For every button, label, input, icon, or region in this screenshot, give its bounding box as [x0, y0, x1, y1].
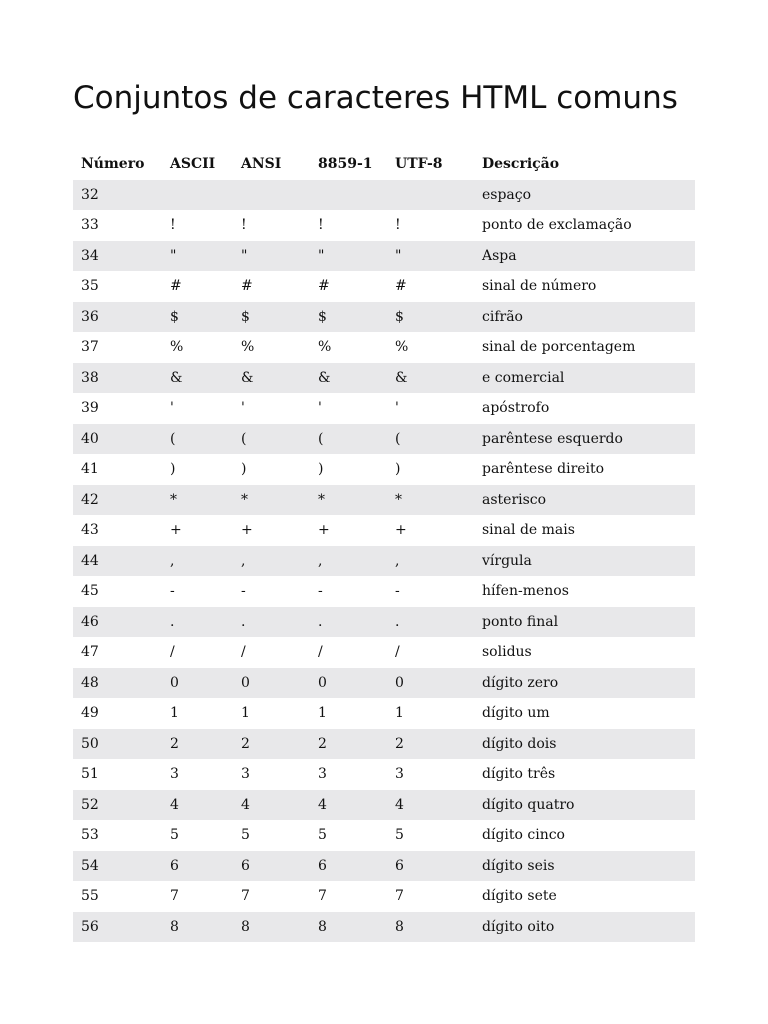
- cell-8859-1: #: [310, 271, 387, 302]
- cell-ascii: ,: [162, 546, 233, 577]
- table-row: [73, 851, 695, 882]
- cell-8859-1: 8: [310, 912, 387, 943]
- table-row: [73, 546, 695, 577]
- cell-ansi: 5: [233, 820, 310, 851]
- cell-utf-8: 1: [387, 698, 474, 729]
- cell-8859-1: 1: [310, 698, 387, 729]
- cell-8859-1: ): [310, 454, 387, 485]
- cell-ascii: 8: [162, 912, 233, 943]
- header-8859-1: 8859-1: [318, 156, 373, 173]
- cell-ascii: #: [162, 271, 233, 302]
- cell-ansi: 1: [233, 698, 310, 729]
- cell-ascii: .: [162, 607, 233, 638]
- cell-numero: 42: [73, 485, 162, 516]
- table-row: [73, 881, 695, 912]
- cell-descricao: cifrão: [474, 302, 695, 333]
- header-ansi: ANSI: [241, 156, 282, 173]
- cell-utf-8: *: [387, 485, 474, 516]
- table-row: [73, 241, 695, 272]
- cell-8859-1: %: [310, 332, 387, 363]
- cell-ascii: 4: [162, 790, 233, 821]
- cell-8859-1: 4: [310, 790, 387, 821]
- cell-utf-8: 6: [387, 851, 474, 882]
- cell-numero: 36: [73, 302, 162, 333]
- cell-utf-8: #: [387, 271, 474, 302]
- table-body: [73, 180, 695, 943]
- cell-ansi: [233, 180, 310, 211]
- cell-ascii: &: [162, 363, 233, 394]
- page-title: Conjuntos de caracteres HTML comuns: [73, 80, 678, 116]
- table-row: [73, 332, 695, 363]
- table-row: [73, 180, 695, 211]
- cell-ascii: 2: [162, 729, 233, 760]
- cell-utf-8: [387, 180, 474, 211]
- cell-descricao: apóstrofo: [474, 393, 695, 424]
- cell-descricao: solidus: [474, 637, 695, 668]
- cell-utf-8: -: [387, 576, 474, 607]
- cell-utf-8: ): [387, 454, 474, 485]
- cell-8859-1: 5: [310, 820, 387, 851]
- table-row: [73, 820, 695, 851]
- table-row: [73, 454, 695, 485]
- cell-ascii: ": [162, 241, 233, 272]
- cell-descricao: dígito quatro: [474, 790, 695, 821]
- cell-descricao: asterisco: [474, 485, 695, 516]
- cell-numero: 44: [73, 546, 162, 577]
- cell-8859-1: 2: [310, 729, 387, 760]
- cell-utf-8: !: [387, 210, 474, 241]
- cell-8859-1: 6: [310, 851, 387, 882]
- table-row: [73, 576, 695, 607]
- cell-ansi: 2: [233, 729, 310, 760]
- cell-8859-1: $: [310, 302, 387, 333]
- cell-utf-8: (: [387, 424, 474, 455]
- cell-numero: 50: [73, 729, 162, 760]
- table-row: [73, 271, 695, 302]
- cell-utf-8: &: [387, 363, 474, 394]
- cell-ansi: 4: [233, 790, 310, 821]
- cell-ascii: 5: [162, 820, 233, 851]
- cell-numero: 40: [73, 424, 162, 455]
- cell-8859-1: 7: [310, 881, 387, 912]
- table-row: [73, 698, 695, 729]
- cell-descricao: e comercial: [474, 363, 695, 394]
- cell-8859-1: ,: [310, 546, 387, 577]
- cell-ansi: %: [233, 332, 310, 363]
- cell-descricao: parêntese direito: [474, 454, 695, 485]
- cell-ansi: &: [233, 363, 310, 394]
- header-ascii: ASCII: [170, 156, 216, 173]
- cell-descricao: dígito dois: [474, 729, 695, 760]
- cell-descricao: sinal de mais: [474, 515, 695, 546]
- cell-numero: 37: [73, 332, 162, 363]
- cell-descricao: parêntese esquerdo: [474, 424, 695, 455]
- cell-utf-8: 3: [387, 759, 474, 790]
- cell-descricao: dígito oito: [474, 912, 695, 943]
- cell-ascii: [162, 180, 233, 211]
- cell-numero: 47: [73, 637, 162, 668]
- header-utf-8: UTF-8: [395, 156, 443, 173]
- cell-descricao: ponto final: [474, 607, 695, 638]
- cell-numero: 34: [73, 241, 162, 272]
- cell-ansi: 8: [233, 912, 310, 943]
- cell-ansi: ": [233, 241, 310, 272]
- cell-ansi: +: [233, 515, 310, 546]
- cell-8859-1: 3: [310, 759, 387, 790]
- cell-numero: 46: [73, 607, 162, 638]
- cell-ansi: $: [233, 302, 310, 333]
- cell-ansi: 0: [233, 668, 310, 699]
- cell-8859-1: [310, 180, 387, 211]
- cell-ascii: /: [162, 637, 233, 668]
- cell-numero: 32: [73, 180, 162, 211]
- cell-ascii: 6: [162, 851, 233, 882]
- cell-ansi: /: [233, 637, 310, 668]
- table-row: [73, 485, 695, 516]
- cell-descricao: espaço: [474, 180, 695, 211]
- charset-table: [73, 149, 695, 942]
- cell-ascii: 1: [162, 698, 233, 729]
- cell-numero: 41: [73, 454, 162, 485]
- cell-utf-8: $: [387, 302, 474, 333]
- cell-ansi: ): [233, 454, 310, 485]
- cell-descricao: sinal de porcentagem: [474, 332, 695, 363]
- cell-utf-8: 7: [387, 881, 474, 912]
- cell-utf-8: +: [387, 515, 474, 546]
- cell-utf-8: .: [387, 607, 474, 638]
- cell-numero: 56: [73, 912, 162, 943]
- cell-numero: 38: [73, 363, 162, 394]
- cell-descricao: dígito cinco: [474, 820, 695, 851]
- cell-descricao: ponto de exclamação: [474, 210, 695, 241]
- cell-descricao: dígito sete: [474, 881, 695, 912]
- cell-utf-8: 8: [387, 912, 474, 943]
- cell-ascii: (: [162, 424, 233, 455]
- table-row: [73, 729, 695, 760]
- cell-numero: 35: [73, 271, 162, 302]
- table-row: [73, 210, 695, 241]
- cell-ascii: !: [162, 210, 233, 241]
- cell-ascii: 3: [162, 759, 233, 790]
- cell-8859-1: /: [310, 637, 387, 668]
- cell-utf-8: ,: [387, 546, 474, 577]
- cell-numero: 49: [73, 698, 162, 729]
- cell-ascii: ': [162, 393, 233, 424]
- header-numero: Número: [81, 156, 145, 173]
- cell-8859-1: ': [310, 393, 387, 424]
- cell-utf-8: %: [387, 332, 474, 363]
- table-row: [73, 515, 695, 546]
- cell-numero: 45: [73, 576, 162, 607]
- cell-ansi: -: [233, 576, 310, 607]
- cell-8859-1: .: [310, 607, 387, 638]
- table-row: [73, 759, 695, 790]
- table-row: [73, 393, 695, 424]
- table-header-row: [73, 149, 695, 180]
- cell-ansi: ,: [233, 546, 310, 577]
- cell-utf-8: 2: [387, 729, 474, 760]
- cell-utf-8: 0: [387, 668, 474, 699]
- table-row: [73, 790, 695, 821]
- cell-ascii: 7: [162, 881, 233, 912]
- cell-numero: 52: [73, 790, 162, 821]
- cell-descricao: dígito zero: [474, 668, 695, 699]
- table-row: [73, 668, 695, 699]
- cell-ascii: $: [162, 302, 233, 333]
- cell-ansi: 7: [233, 881, 310, 912]
- cell-numero: 33: [73, 210, 162, 241]
- cell-utf-8: ': [387, 393, 474, 424]
- header-descricao: Descrição: [482, 156, 560, 173]
- cell-numero: 48: [73, 668, 162, 699]
- table-row: [73, 363, 695, 394]
- cell-numero: 51: [73, 759, 162, 790]
- cell-descricao: dígito seis: [474, 851, 695, 882]
- cell-ansi: (: [233, 424, 310, 455]
- cell-8859-1: -: [310, 576, 387, 607]
- cell-ascii: ): [162, 454, 233, 485]
- cell-descricao: dígito um: [474, 698, 695, 729]
- cell-descricao: sinal de número: [474, 271, 695, 302]
- cell-ascii: -: [162, 576, 233, 607]
- cell-descricao: dígito três: [474, 759, 695, 790]
- table-row: [73, 607, 695, 638]
- cell-numero: 54: [73, 851, 162, 882]
- cell-utf-8: 4: [387, 790, 474, 821]
- table-row: [73, 424, 695, 455]
- cell-ascii: 0: [162, 668, 233, 699]
- cell-ansi: 3: [233, 759, 310, 790]
- cell-8859-1: &: [310, 363, 387, 394]
- cell-ansi: 6: [233, 851, 310, 882]
- cell-8859-1: (: [310, 424, 387, 455]
- cell-numero: 53: [73, 820, 162, 851]
- cell-8859-1: !: [310, 210, 387, 241]
- cell-ansi: .: [233, 607, 310, 638]
- cell-ansi: *: [233, 485, 310, 516]
- cell-descricao: Aspa: [474, 241, 695, 272]
- cell-ascii: %: [162, 332, 233, 363]
- cell-utf-8: /: [387, 637, 474, 668]
- table-row: [73, 912, 695, 943]
- cell-numero: 55: [73, 881, 162, 912]
- table-row: [73, 637, 695, 668]
- cell-8859-1: ": [310, 241, 387, 272]
- cell-ansi: #: [233, 271, 310, 302]
- cell-utf-8: 5: [387, 820, 474, 851]
- cell-ascii: *: [162, 485, 233, 516]
- cell-8859-1: +: [310, 515, 387, 546]
- cell-8859-1: *: [310, 485, 387, 516]
- cell-descricao: vírgula: [474, 546, 695, 577]
- cell-utf-8: ": [387, 241, 474, 272]
- cell-8859-1: 0: [310, 668, 387, 699]
- cell-ansi: ': [233, 393, 310, 424]
- cell-numero: 39: [73, 393, 162, 424]
- cell-numero: 43: [73, 515, 162, 546]
- table-row: [73, 302, 695, 333]
- cell-descricao: hífen-menos: [474, 576, 695, 607]
- cell-ascii: +: [162, 515, 233, 546]
- cell-ansi: !: [233, 210, 310, 241]
